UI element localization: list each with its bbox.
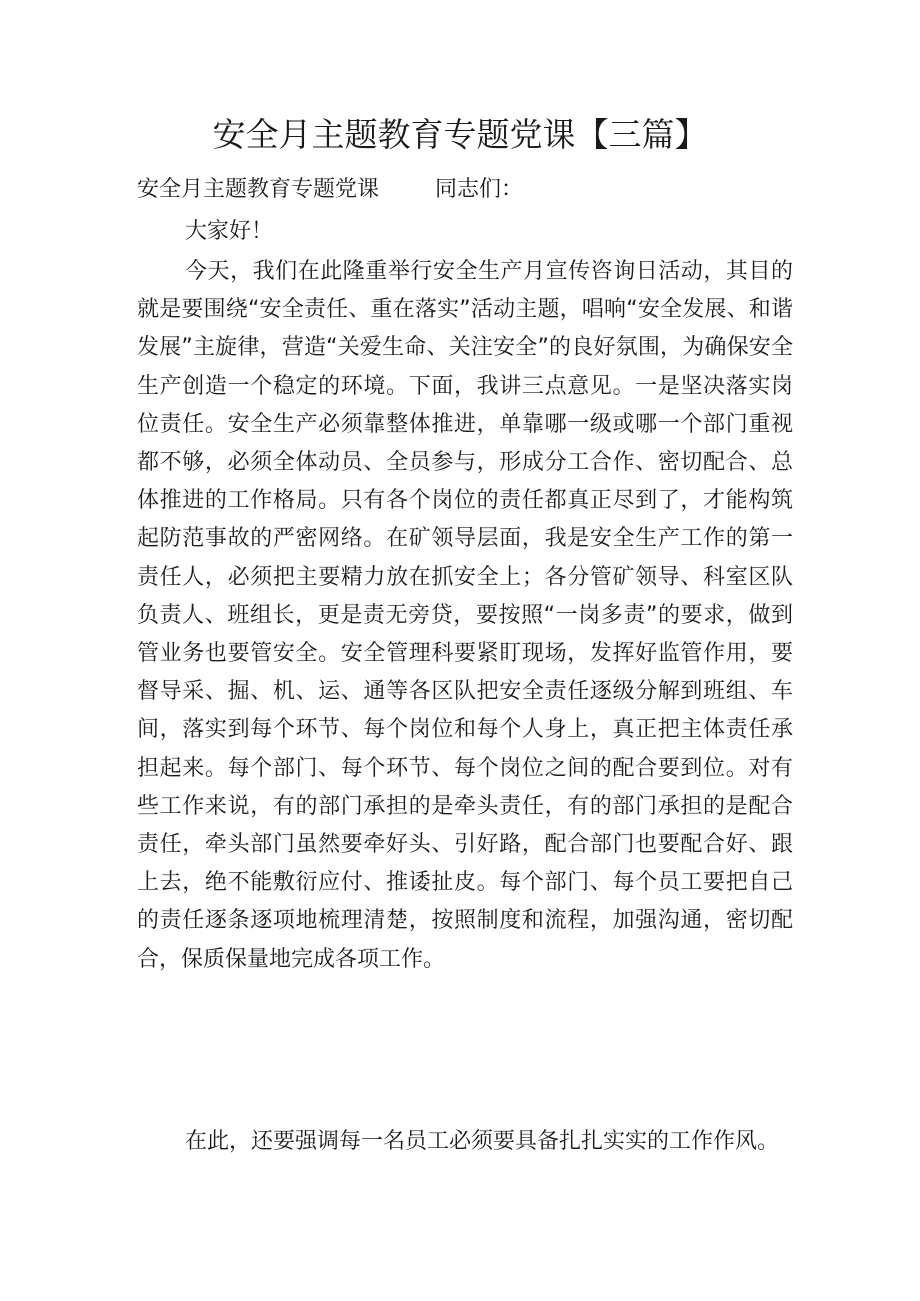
subtitle-line — [137, 172, 523, 208]
body-paragraph-1: 今天，我们在此隆重举行安全生产月宣传咨询日活动，其目的就是要围绕“安全责任、重在落实”活动主题，唱响“安全发展、和谐发展”主旋律，营造“关爱生命、关注安全”的良好氛围，为确保安全生产创造一个稳定的环境。下面，我讲三点意见。一是坚决落实岗位责任。安全生产必须靠整体推进，单靠哪一级或哪一个部门重视都不够，必须全体动员、全员参与，形成分工合作、密切配合、总体推进的工作格局。只有各个岗位的责任都真正尽到了，才能构筑起防范事故的严密网络。在矿领导层面，我是安全生产工作的第一责任人，必须把主要精力放在抓安全上；各分管矿领导、科室区队负责人、班组长，更是责无旁贷，要按照“一岗多责”的要求，做到管业务也要管安全。安全管理科要紧盯现场，发挥好监管作用，要督导采、掘、机、运、通等各区队把安全责任逐级分解到班组、车间，落实到每个环节、每个岗位和每个人身上，真正把主体责任承担起来。每个部门、每个环节、每个岗位之间的配合要到位。对有些工作来说，有的部门承担的是牵头责任，有的部门承担的是配合责任，牵头部门虽然要牵好头、引好路，配合部门也要配合好、跟上去，绝不能敷衍应付、推诿扯皮。每个部门、每个员工要把自己的责任逐条逐项地梳理清楚，按照制度和流程，加强沟通，密切配合，保质保量地完成各项工作。 — [137, 259, 793, 972]
salutation: 同志们： — [435, 177, 524, 202]
document-subtitle: 安全月主题教育专题党课 — [137, 177, 380, 202]
document-title: 安全月主题教育专题党课【三篇】 — [212, 115, 708, 154]
greeting: 大家好！ — [185, 219, 274, 244]
body-paragraph-2: 在此，还要强调每一名员工必须要具备扎扎实实的工作作风。 — [185, 1129, 780, 1154]
